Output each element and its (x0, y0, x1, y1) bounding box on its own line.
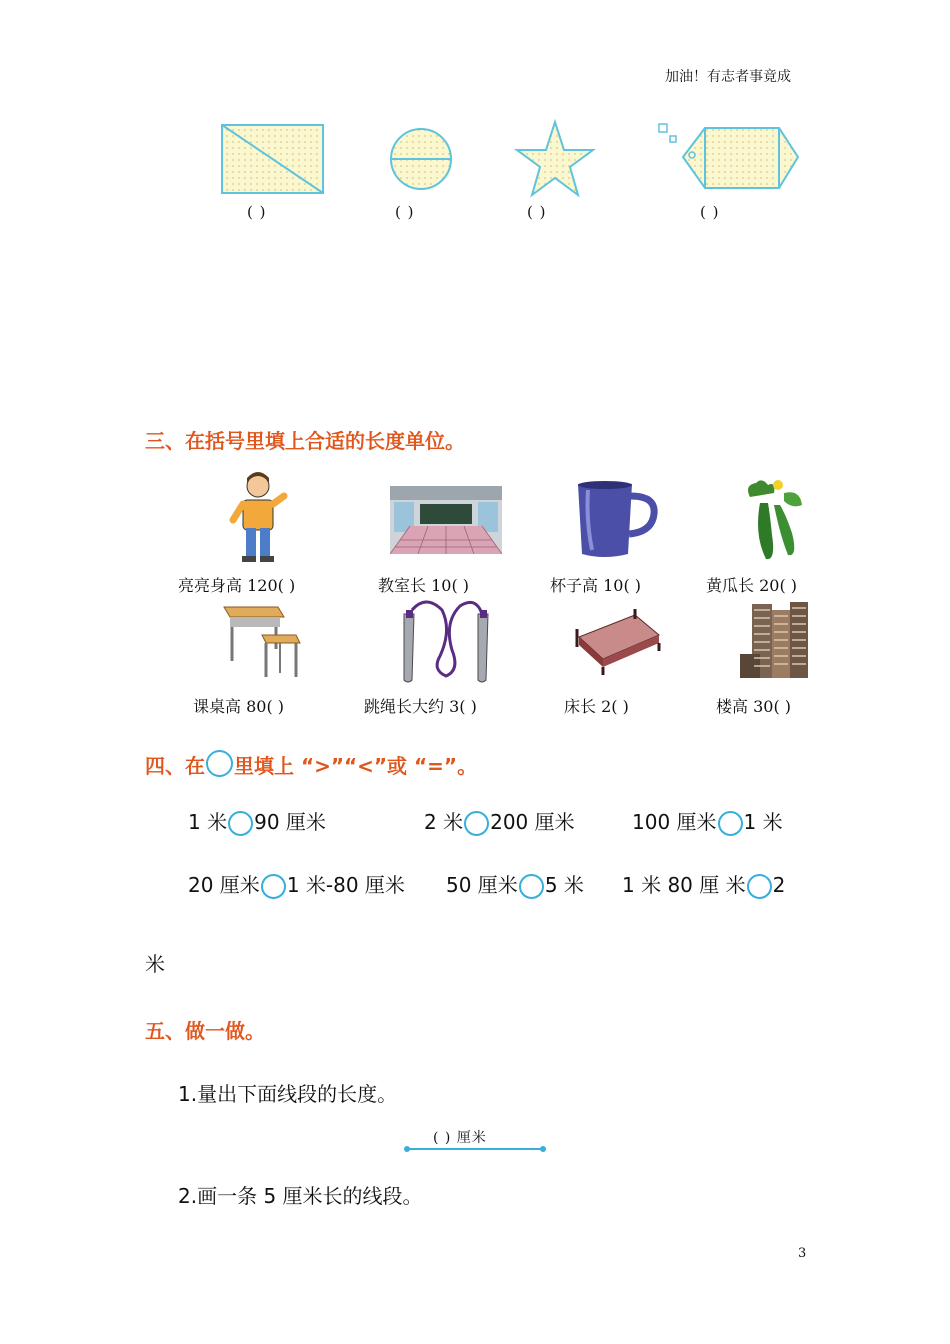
circle-split-horizontal-icon (391, 129, 451, 189)
section5-title: 五、做一做。 (145, 1019, 265, 1043)
compare-4 (188, 869, 405, 899)
star-icon (517, 122, 593, 195)
boy-icon (228, 472, 288, 564)
answer-circle-icon[interactable] (261, 874, 286, 899)
shape-answer-4[interactable]: ( ) (700, 203, 720, 221)
compare-3 (632, 806, 783, 836)
compare-right: 5 米 (544, 873, 584, 897)
item-label-boy: 亮亮身高 120( ) (178, 576, 296, 595)
item-label-bed: 床长 2( ) (564, 697, 629, 716)
building-icon (738, 600, 812, 680)
compare-2 (424, 806, 575, 836)
rectangle-split-diagonal-icon (222, 125, 323, 193)
blank-circle-icon (206, 750, 233, 777)
section3-title: 三、在括号里填上合适的长度单位。 (145, 429, 465, 453)
item-label-cup: 杯子高 10( ) (550, 576, 642, 595)
question-1: 1.量出下面线段的长度。 (178, 1082, 398, 1106)
compare-right: 90 厘米 (254, 810, 326, 834)
answer-circle-icon[interactable] (519, 874, 544, 899)
header-motto: 加油！有志者事竟成 (665, 69, 791, 85)
answer-circle-icon[interactable] (718, 811, 743, 836)
shape-answer-3[interactable]: ( ) (527, 203, 547, 221)
bed-icon (571, 607, 663, 677)
item-label-classroom: 教室长 10( ) (378, 576, 470, 595)
compare-6-wrap: 米 (145, 952, 165, 976)
compare-left: 20 厘米 (188, 873, 260, 897)
answer-circle-icon[interactable] (747, 874, 772, 899)
desk-icon (222, 603, 302, 683)
fish-shape-icon (659, 124, 798, 188)
compare-left: 2 米 (424, 810, 464, 834)
question-2: 2.画一条 5 厘米长的线段。 (178, 1184, 423, 1208)
segment-answer[interactable]: ( ) 厘米 (433, 1130, 487, 1146)
compare-6 (622, 869, 785, 899)
item-label-jump-rope: 跳绳长大约 3( ) (364, 697, 477, 716)
item-label-building: 楼高 30( ) (716, 697, 792, 716)
item-label-desk: 课桌高 80( ) (193, 697, 285, 716)
compare-right: 2 (772, 873, 786, 897)
shape-answer-1[interactable]: ( ) (247, 203, 267, 221)
compare-1 (188, 806, 326, 836)
cucumber-icon (740, 475, 810, 563)
compare-left: 1 米 (188, 810, 228, 834)
compare-5 (446, 869, 584, 899)
section4-title-before: 四、在 (145, 754, 205, 778)
section4-title (145, 750, 477, 779)
compare-left: 100 厘米 (632, 810, 717, 834)
shape-answer-2[interactable]: ( ) (395, 203, 415, 221)
compare-left: 50 厘米 (446, 873, 518, 897)
jump-rope-icon (396, 600, 496, 684)
answer-circle-icon[interactable] (228, 811, 253, 836)
answer-circle-icon[interactable] (464, 811, 489, 836)
section4-title-after: 里填上 “>”“<”或 “=”。 (234, 754, 478, 778)
compare-right: 1 米-80 厘米 (286, 873, 405, 897)
line-segment (402, 1144, 548, 1154)
page-number: 3 (798, 1246, 807, 1261)
classroom-icon (390, 486, 502, 554)
item-label-cucumber: 黄瓜长 20( ) (706, 576, 798, 595)
compare-right: 200 厘米 (490, 810, 575, 834)
shapes-row (200, 115, 820, 210)
compare-right: 1 米 (743, 810, 783, 834)
compare-left: 1 米 80 厘 米 (622, 873, 746, 897)
cup-icon (574, 480, 660, 560)
